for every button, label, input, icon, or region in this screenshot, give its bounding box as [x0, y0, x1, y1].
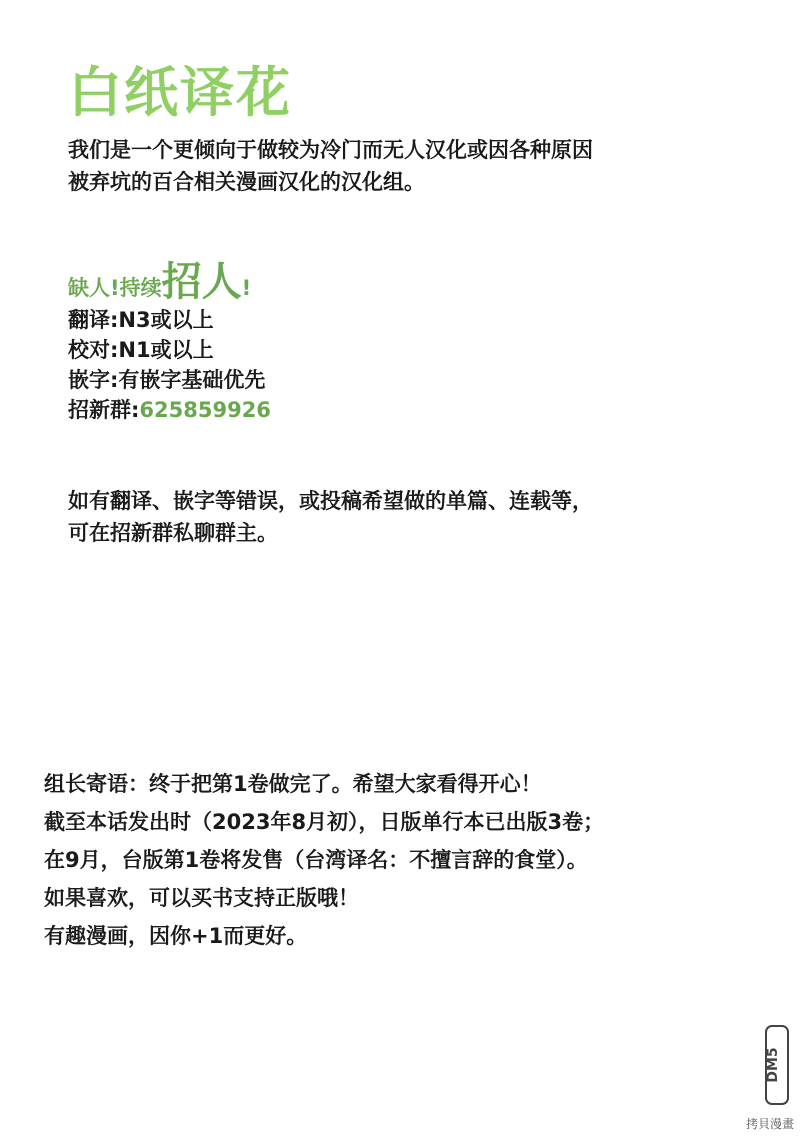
recruit-suffix: ! — [241, 276, 252, 300]
note-line: 可在招新群私聊群主。 — [68, 521, 278, 545]
recruit-heading — [68, 250, 251, 307]
leader-line: 组长寄语：终于把第1卷做完了。希望大家看得开心！ — [44, 772, 542, 796]
recruit-prefix: 缺人!持续 — [68, 276, 162, 300]
page-title: 白纸译花 — [68, 61, 292, 124]
leader-message — [44, 765, 604, 955]
requirement-group: 招新群:625859926 — [68, 398, 271, 422]
leader-line: 在9月，台版第1卷将发售（台湾译名：不擅言辞的食堂）。 — [44, 848, 588, 872]
intro-line: 我们是一个更倾向于做较为冷门而无人汉化或因各种原因 — [68, 138, 593, 162]
recruit-emphasis: 招人 — [161, 259, 242, 305]
note-line: 如有翻译、嵌字等错误，或投稿希望做的单篇、连载等， — [68, 489, 593, 513]
intro-line: 被弃坑的百合相关漫画汉化的汉化组。 — [68, 170, 425, 194]
leader-line: 截至本话发出时（2023年8月初），日版单行本已出版3卷； — [44, 810, 605, 834]
intro-paragraph — [68, 134, 593, 198]
group-number: 625859926 — [139, 398, 271, 422]
leader-line: 有趣漫画，因你+1而更好。 — [44, 924, 308, 948]
requirements-list — [68, 305, 271, 425]
requirement-proofread: 校对:N1或以上 — [68, 338, 214, 362]
leader-line: 如果喜欢，可以买书支持正版哦！ — [44, 886, 359, 910]
contact-note — [68, 485, 593, 549]
watermark-logo-icon — [762, 1020, 792, 1110]
requirement-translation: 翻译:N3或以上 — [68, 308, 214, 332]
svg-text:DM5: DM5 — [765, 1047, 781, 1083]
requirement-typeset: 嵌字:有嵌字基础优先 — [68, 368, 266, 392]
watermark-caption: 拷貝漫畫 — [745, 1117, 794, 1131]
